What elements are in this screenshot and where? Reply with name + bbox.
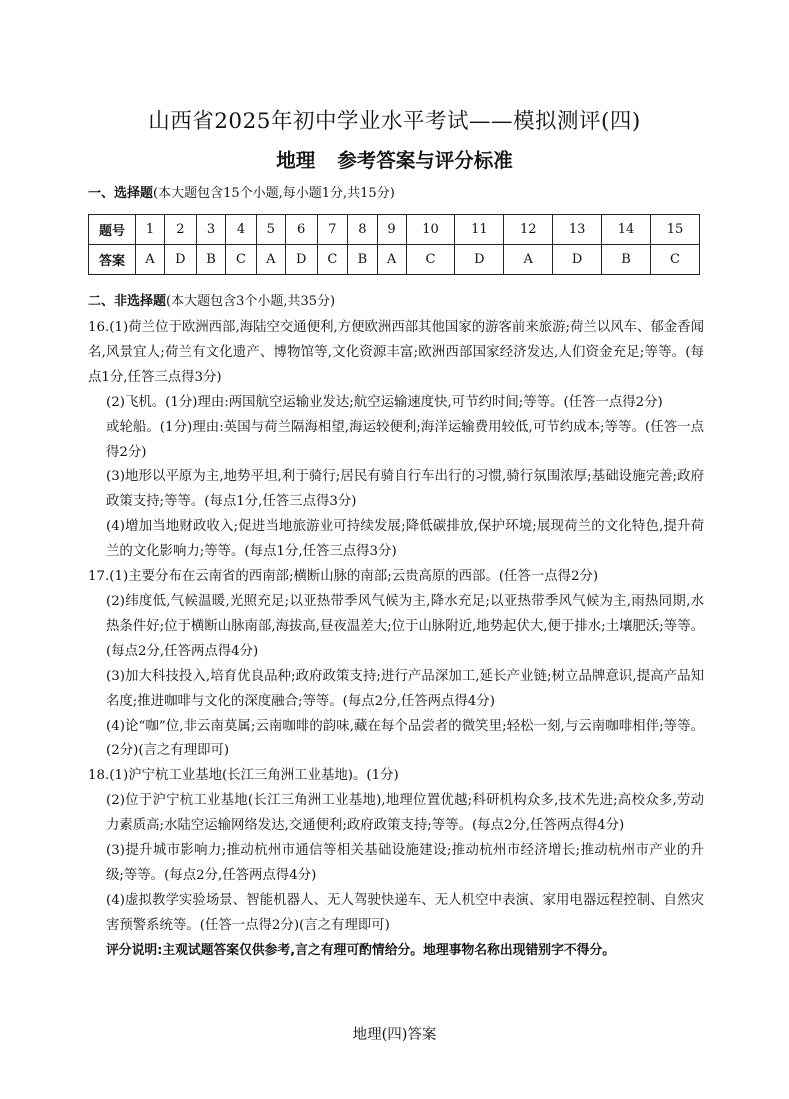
answer-cell: D: [164, 245, 196, 275]
answer-cell: C: [406, 245, 455, 275]
question-number-cell: 15: [650, 215, 699, 245]
answer-cell: A: [256, 245, 285, 275]
answer-cell: C: [650, 245, 699, 275]
answer-text: (1)荷兰位于欧洲西部,海陆空交通便利,方便欧洲西部其他国家的游客前来旅游;荷兰以风车、郁金香闻名,风景宜人;荷兰有文化遗产、博物馆等,文化资源丰富;欧洲西部国家经济发达,人们资金充足;等等。(每点1分,任答三点得3分): [88, 320, 704, 385]
answer-cell: A: [504, 245, 553, 275]
question-number-cell: 13: [553, 215, 602, 245]
answer-cell: D: [553, 245, 602, 275]
question-number-cell: 9: [377, 215, 406, 245]
answer-text: (3)提升城市影响力;推动杭州市通信等相关基础设施建设;推动杭州市经济增长;推动杭州市产业的升级;等等。(每点2分,任答两点得4分): [106, 843, 704, 883]
page-subtitle: [0, 145, 789, 173]
question-number-cell: 10: [406, 215, 455, 245]
answer-body: [88, 316, 704, 964]
question-number-cell: 2: [164, 215, 196, 245]
answer-paragraph: [88, 789, 704, 839]
answer-cell: C: [226, 245, 257, 275]
section-1-heading: [88, 182, 395, 201]
section-2-label: 二、非选择题: [88, 294, 167, 309]
subject-label: 地理: [276, 149, 316, 172]
answer-text: (2)纬度低,气候温暖,光照充足;以亚热带季风气候为主,降水充足;以亚热带季风气候为主,雨热同期,水热条件好;位于横断山脉南部,海拔高,昼夜温差大;位于山脉附近,地势起伏大,便于排水;土壤肥沃;等等。(每点2分,任答两点得4分): [106, 593, 704, 659]
page-title: 山西省2025年初中学业水平考试——模拟测评(四): [148, 109, 641, 134]
answer-text: (2)飞机。(1分)理由:两国航空运输业发达;航空运输速度快,可节约时间;等等。(任答一点得2分): [106, 394, 663, 410]
answer-table-answer-header: 答案: [89, 245, 136, 275]
subtitle-main: 参考答案与评分标准: [337, 149, 513, 172]
answer-text: (4)增加当地财政收入;促进当地旅游业可持续发展;降低碳排放,保护环境;展现荷兰的文化特色,提升荷兰的文化影响力;等等。(每点1分,任答三点得3分): [106, 519, 704, 560]
answer-paragraph: [88, 839, 704, 889]
section-1-label: 一、选择题: [88, 186, 154, 201]
section-1-note: (本大题包含15个小题,每小题1分,共15分): [153, 186, 395, 201]
question-number-cell: 5: [256, 215, 285, 245]
question-number: 17.: [88, 569, 110, 585]
answer-table-row-answers: [89, 245, 700, 275]
question-number-cell: 8: [348, 215, 377, 245]
answer-text: 或轮船。(1分)理由:英国与荷兰隔海相望,海运较便利;海洋运输费用较低,可节约成本;等等。(任答一点得2分): [106, 419, 704, 460]
question-number-cell: 3: [196, 215, 225, 245]
answer-paragraph: [88, 515, 704, 565]
answer-text: (4)论“咖”位,非云南莫属;云南咖啡的韵味,藏在每个品尝者的微笑里;轻松一刻,与云南咖啡相伴;等等。(2分)(言之有理即可): [106, 718, 704, 759]
answer-paragraph: [88, 316, 704, 391]
question-number-cell: 6: [285, 215, 317, 245]
answer-paragraph: [88, 590, 704, 665]
scoring-note: 评分说明:主观试题答案仅供参考,言之有理可酌情给分。地理事物名称出现错别字不得分。: [106, 942, 616, 958]
answer-cell: C: [317, 245, 348, 275]
answer-table-number-header: 题号: [89, 215, 136, 245]
answer-text: (3)加大科技投入,培育优良品种;政府政策支持;进行产品深加工,延长产业链;树立品牌意识,提高产品知名度;推进咖啡与文化的深度融合;等等。(每点2分,任答两点得4分): [106, 668, 704, 709]
question-number: 18.: [88, 768, 110, 784]
answer-text: (3)地形以平原为主,地势平坦,利于骑行;居民有骑自行车出行的习惯,骑行氛围浓厚;基础设施完善;政府政策支持;等等。(每点1分,任答三点得3分): [106, 469, 704, 510]
section-2-note: (本大题包含3个小题,共35分): [166, 294, 336, 309]
answer-cell: A: [136, 245, 165, 275]
question-number: 16.: [88, 320, 110, 335]
answer-paragraph: [88, 391, 704, 416]
answer-cell: B: [196, 245, 225, 275]
answer-table: [88, 214, 700, 275]
answer-paragraph: [88, 416, 704, 466]
answer-cell: B: [602, 245, 651, 275]
question-number-cell: 1: [136, 215, 165, 245]
answer-paragraph: [88, 764, 704, 789]
question-number-cell: 7: [317, 215, 348, 245]
question-number-cell: 11: [455, 215, 504, 245]
answer-paragraph: [88, 565, 704, 590]
question-number-cell: 4: [226, 215, 257, 245]
section-2-heading: [88, 290, 335, 309]
answer-text: (4)虚拟教学实验场景、智能机器人、无人驾驶快递车、无人机空中表演、家用电器远程控制、自然灾害预警系统等。(任答一点得2分)(言之有理即可): [106, 892, 704, 933]
answer-text: (2)位于沪宁杭工业基地(长江三角洲工业基地),地理位置优越;科研机构众多,技术先进;高校众多,劳动力素质高;水陆空运输网络发达,交通便利;政府政策支持;等等。(每点2分,任答两点得4分): [106, 793, 704, 834]
answer-text: (1)沪宁杭工业基地(长江三角洲工业基地)。(1分): [109, 768, 399, 784]
question-number-cell: 12: [504, 215, 553, 245]
answer-cell: D: [285, 245, 317, 275]
answer-paragraph: [88, 715, 704, 765]
answer-table-row-numbers: [89, 215, 700, 245]
answer-text: (1)主要分布在云南省的西南部;横断山脉的南部;云贵高原的西部。(任答一点得2分): [109, 569, 599, 585]
answer-cell: B: [348, 245, 377, 275]
answer-cell: D: [455, 245, 504, 275]
question-number-cell: 14: [602, 215, 651, 245]
answer-cell: A: [377, 245, 406, 275]
page-footer: 地理(四)答案: [352, 1027, 437, 1043]
answer-paragraph: [88, 465, 704, 515]
answer-paragraph: [88, 889, 704, 939]
answer-paragraph: [88, 665, 704, 715]
